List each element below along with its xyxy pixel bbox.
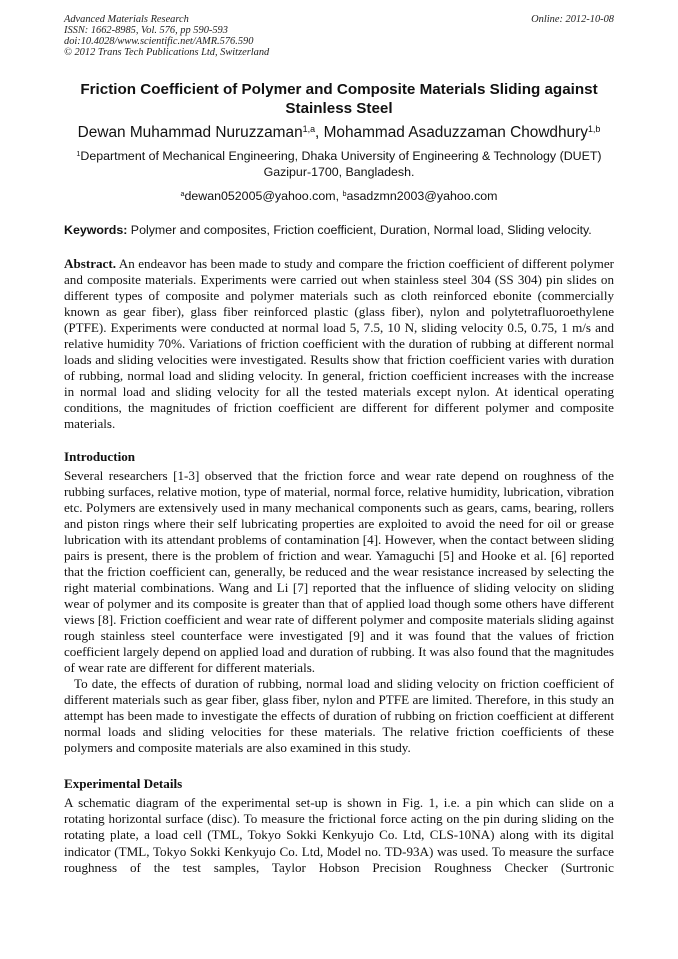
email-mark: a [180, 189, 185, 199]
author-affiliation-mark: 1,a [302, 124, 316, 135]
title-line-1: Friction Coefficient of Polymer and Composite Materials Sliding against [80, 81, 598, 98]
abstract-text: An endeavor has been made to study and compare the friction coefficient of different polymer and composite materials. Experiments were carried out when stainless steel 304 (SS 304) pin slides on different types of composite and polymer materials such as cloth reinforced ebonite (commercially known as gear fiber), glass fiber reinforced plastic (glass fiber), nylon and polytetrafluoroethylene (PTFE). Experiments were conducted at normal load 5, 7.5, 10 N, sliding velocity 0.5, 0.75, 1 m/s and relative humidity 70%. Variations of friction coefficient with the duration of rubbing at different normal loads and sliding velocities were investigated. Results show that friction coefficient varies with duration of rubbing, normal load and sliding velocity. In general, friction coefficient increases with the increase in normal load and sliding velocity for all the tested materials except nylon. At identical operating conditions, the magnitudes of friction coefficient are different for different polymer and composite materials. [64, 256, 614, 432]
abstract [64, 256, 614, 433]
copyright-line: © 2012 Trans Tech Publications Ltd, Switzerland [64, 47, 270, 58]
affiliation-line-1: Department of Mechanical Engineering, Dhaka University of Engineering & Technology (DUET) [80, 149, 602, 163]
affiliation [64, 149, 614, 180]
paragraph: Several researchers [1-3] observed that the friction force and wear rate depend on roughness of the rubbing surfaces, relative motion, type of material, normal force, relative humidity, lubrication, vibration etc. Polymers are extensively used in many mechanical components such as gears, cams, bearing, rollers and piston rings where their self lubricating properties are exploited to avoid the need for oil or grease lubrication with its attendant problems of contamination [4]. However, when the contact between sliding pairs is present, there is the problem of friction and wear. Yamaguchi [5] and Hooke et al. [6] reported that the friction coefficient can, generally, be reduced and the wear resistance increased by selecting the right material combinations. Wang and Li [7] reported that the influence of sliding velocity on sliding wear of polymer and its composite is greater than that of applied load though some others have different views [8]. Friction coefficient and wear rate of different polymer and composite materials sliding against rough stainless steel counterface were investigated [9] and it was found that the values of friction coefficient largely depend on applied load and duration of rubbing. It was also found that the magnitudes of wear rate are different for different materials. [64, 467, 614, 676]
keywords-text: Polymer and composites, Friction coefficient, Duration, Normal load, Sliding velocity. [127, 223, 592, 237]
section-heading-introduction: Introduction [64, 448, 136, 464]
paper-title [64, 80, 614, 118]
keywords [64, 223, 614, 238]
section-heading-experimental-details: Experimental Details [64, 776, 183, 792]
doi-line: doi:10.4028/www.scientific.net/AMR.576.590 [64, 36, 254, 47]
issn-line: ISSN: 1662-8985, Vol. 576, pp 590-593 [64, 25, 228, 36]
journal-name: Advanced Materials Research [64, 14, 189, 25]
journal-header [64, 14, 614, 58]
keywords-label: Keywords: [64, 223, 128, 237]
paper-page [64, 14, 614, 876]
author-separator: , [315, 124, 324, 141]
author-name: Dewan Muhammad Nuruzzaman [77, 124, 303, 141]
email-link[interactable]: dewan052005@yahoo.com [184, 189, 336, 203]
author-name: Mohammad Asaduzzaman Chowdhury [323, 124, 588, 141]
paragraph: To date, the effects of duration of rubbing, normal load and sliding velocity on friction coefficient of different materials such as gear fiber, glass fiber, nylon and PTFE are limited. Therefore, in this study an attempt has been made to investigate the effects of duration of rubbing on friction coefficient at different normal loads and sliding velocities for these materials. The relative friction coefficients of these polymers and composite materials are also examined in this study. [64, 676, 614, 756]
author-affiliation-mark: 1,b [587, 124, 601, 135]
paragraph: A schematic diagram of the experimental set-up is shown in Fig. 1, i.e. a pin which can slide on a rotating horizontal surface (disc). To measure the frictional force acting on the pin during sliding on the rotating plate, a load cell (TML, Tokyo Sokki Kenkyujo Co. Ltd, CLS-10NA) along with its digital indicator (TML, Tokyo Sokki Kenkyujo Co. Ltd, Model no. TD-93A) was used. To measure the surface roughness of the test samples, Taylor Hobson Precision Roughness Checker (Surtronic [64, 795, 614, 875]
affiliation-mark: 1 [76, 149, 81, 159]
author-list [64, 123, 614, 142]
email-separator: , [335, 189, 343, 203]
title-line-2: Stainless Steel [285, 100, 393, 117]
online-date: Online: 2012-10-08 [531, 14, 614, 25]
author-emails [64, 189, 614, 204]
affiliation-line-2: Gazipur-1700, Bangladesh. [263, 164, 415, 179]
abstract-label: Abstract. [64, 256, 116, 271]
email-link[interactable]: asadzmn2003@yahoo.com [346, 189, 498, 203]
email-mark: b [342, 189, 347, 199]
